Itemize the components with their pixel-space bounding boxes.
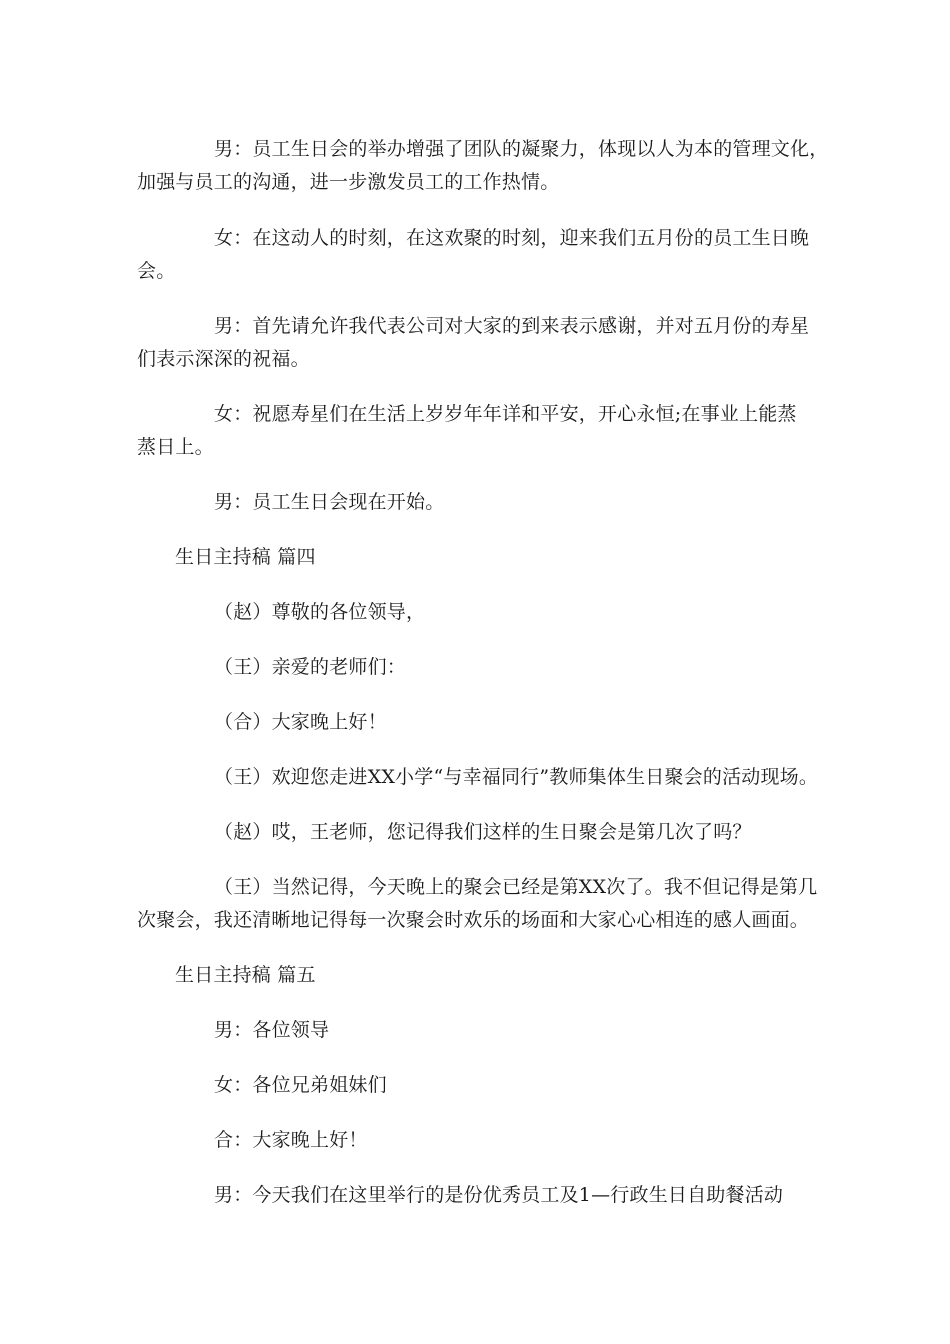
- paragraph-line: 男：今天我们在这里举行的是份优秀员工及1—行政生日自助餐活动: [214, 1184, 784, 1206]
- paragraph-line: 男：员工生日会的举办增强了团队的凝聚力，体现以人为本的管理文化，: [214, 138, 829, 160]
- paragraph-line: 男：员工生日会现在开始。: [214, 491, 445, 513]
- paragraph-line: （合）大家晚上好！: [214, 711, 387, 733]
- paragraph-line: （王）亲爱的老师们：: [214, 656, 407, 678]
- paragraph-line: 女：祝愿寿星们在生活上岁岁年年详和平安，开心永恒;在事业上能蒸: [214, 403, 797, 425]
- paragraph-line: 们表示深深的祝福。: [137, 348, 310, 370]
- section-heading: 生日主持稿 篇四: [175, 546, 316, 568]
- section-heading: 生日主持稿 篇五: [175, 964, 316, 986]
- paragraph-line: （王）欢迎您走进XX小学“与幸福同行”教师集体生日聚会的活动现场。: [214, 766, 819, 788]
- paragraph-line: 会。: [137, 260, 176, 282]
- paragraph-line: 合：大家晚上好！: [214, 1129, 368, 1151]
- paragraph-line: 加强与员工的沟通，进一步激发员工的工作热情。: [137, 171, 560, 193]
- paragraph-line: 女：各位兄弟姐妹们: [214, 1074, 387, 1096]
- paragraph-line: 男：各位领导: [214, 1019, 330, 1041]
- paragraph-line: 次聚会，我还清晰地记得每一次聚会时欢乐的场面和大家心心相连的感人画面。: [137, 909, 810, 931]
- paragraph-line: （赵）尊敬的各位领导，: [214, 601, 426, 623]
- paragraph-line: 蒸日上。: [137, 436, 214, 458]
- paragraph-line: 女：在这动人的时刻，在这欢聚的时刻，迎来我们五月份的员工生日晚: [214, 227, 810, 249]
- paragraph-line: （赵）哎，王老师，您记得我们这样的生日聚会是第几次了吗？: [214, 821, 752, 843]
- paragraph-line: （王）当然记得，今天晚上的聚会已经是第XX次了。我不但记得是第几: [214, 876, 818, 898]
- paragraph-line: 男：首先请允许我代表公司对大家的到来表示感谢，并对五月份的寿星: [214, 315, 810, 337]
